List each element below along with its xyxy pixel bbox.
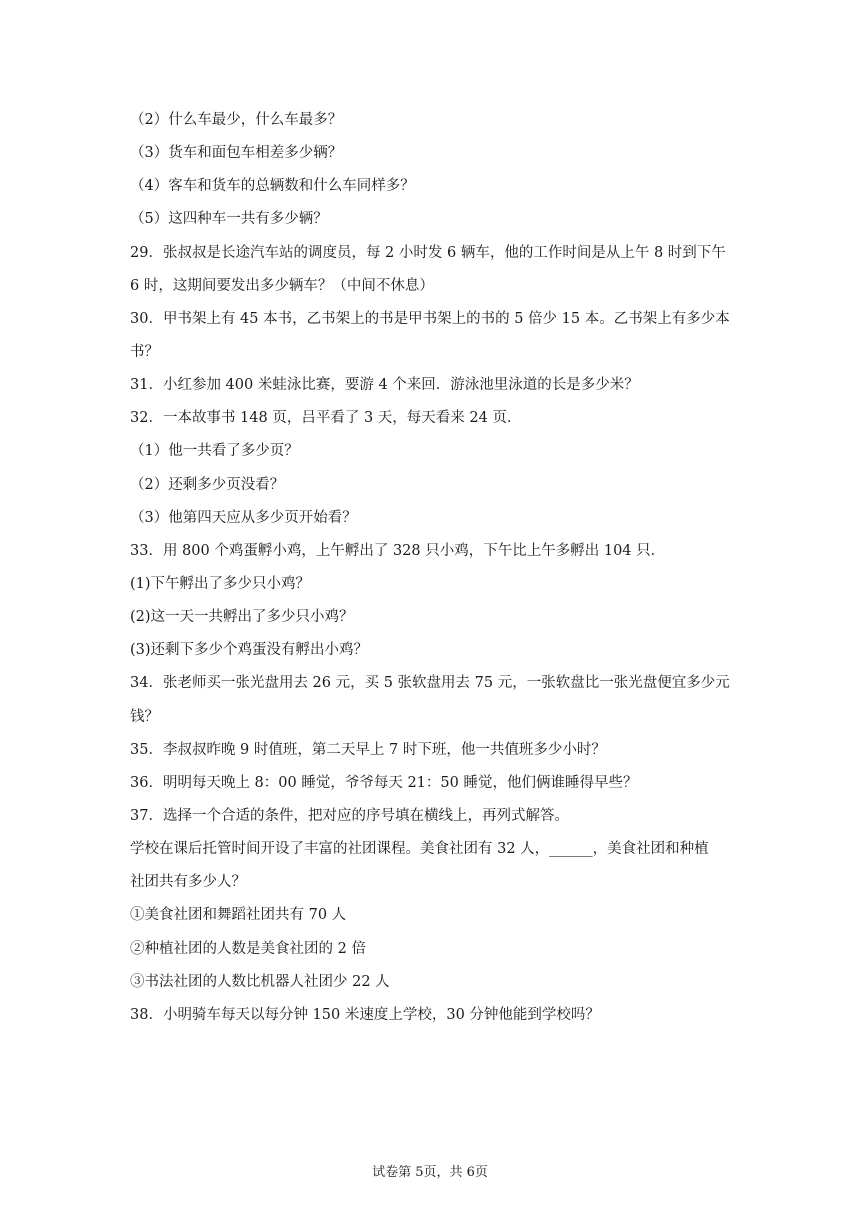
question-line: （3）他第四天应从多少页开始看？ bbox=[130, 509, 357, 526]
question-line: 钱？ bbox=[130, 708, 159, 725]
question-line: （3）货车和面包车相差多少辆？ bbox=[130, 145, 343, 162]
question-line: (3)还剩下多少个鸡蛋没有孵出小鸡？ bbox=[130, 642, 369, 659]
question-line: 37．选择一个合适的条件，把对应的序号填在横线上，再列式解答。 bbox=[130, 807, 569, 824]
question-line: 社团共有多少人？ bbox=[130, 874, 246, 891]
question-line: 34．张老师买一张光盘用去 26 元，买 5 张软盘用去 75 元，一张软盘比一张光盘便宜多少元 bbox=[130, 675, 730, 692]
question-line: 35．李叔叔昨晚 9 时值班，第二天早上 7 时下班，他一共值班多少小时？ bbox=[130, 741, 606, 758]
question-line: 32．一本故事书 148 页，吕平看了 3 天，每天看来 24 页． bbox=[130, 410, 522, 427]
question-line: 33．用 800 个鸡蛋孵小鸡，上午孵出了 328 只小鸡，下午比上午多孵出 104 只． bbox=[130, 542, 666, 559]
question-line: 6 时，这期间要发出多少辆车？（中间不休息） bbox=[130, 277, 434, 294]
question-line: ①美食社团和舞蹈社团共有 70 人 bbox=[130, 907, 347, 924]
question-line: ③书法社团的人数比机器人社团少 22 人 bbox=[130, 973, 390, 990]
question-line: 30．甲书架上有 45 本书，乙书架上的书是甲书架上的书的 5 倍少 15 本。乙书架上有多少本 bbox=[130, 310, 730, 327]
question-line: 书？ bbox=[130, 343, 159, 360]
question-line: （4）客车和货车的总辆数和什么车同样多？ bbox=[130, 178, 415, 195]
question-line: 31．小红参加 400 米蛙泳比赛，要游 4 个来回．游泳池里泳道的长是多少米？ bbox=[130, 377, 639, 394]
page-footer: 试卷第 5页，共 6页 bbox=[372, 1165, 488, 1180]
question-line: (1)下午孵出了多少只小鸡？ bbox=[130, 575, 311, 592]
question-line: （2）还剩多少页没看？ bbox=[130, 476, 285, 493]
question-line: 38．小明骑车每天以每分钟 150 米速度上学校，30 分钟他能到学校吗？ bbox=[130, 1006, 600, 1023]
question-line: 29．张叔叔是长途汽车站的调度员，每 2 小时发 6 辆车，他的工作时间是从上午 8 时到下午 bbox=[130, 244, 726, 261]
question-line: ②种植社团的人数是美食社团的 2 倍 bbox=[130, 940, 366, 957]
question-line: 学校在课后托管时间开设了丰富的社团课程。美食社团有 32 人，______，美食社团和种植 bbox=[130, 841, 709, 858]
question-line: （5）这四种车一共有多少辆？ bbox=[130, 211, 328, 228]
question-line: （1）他一共看了多少页？ bbox=[130, 443, 299, 460]
question-list bbox=[130, 110, 740, 1038]
question-line: 36．明明每天晚上 8：00 睡觉，爷爷每天 21：50 睡觉，他们俩谁睡得早些？ bbox=[130, 774, 638, 791]
question-line: (2)这一天一共孵出了多少只小鸡？ bbox=[130, 609, 354, 626]
question-line: （2）什么车最少，什么车最多？ bbox=[130, 112, 343, 128]
